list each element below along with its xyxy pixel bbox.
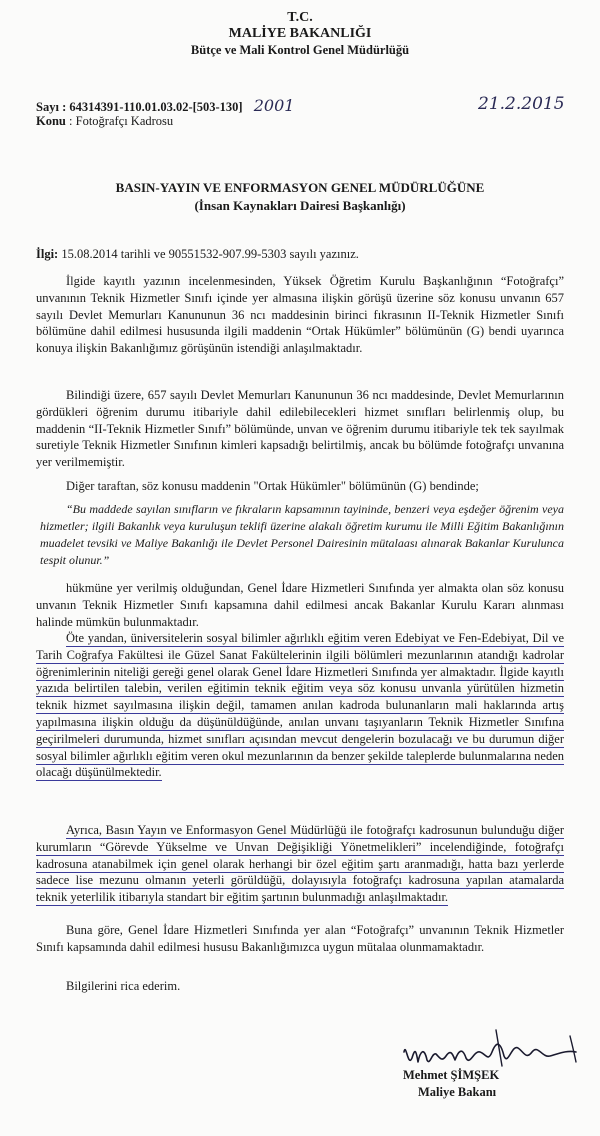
paragraph-5-underlined <box>36 630 564 781</box>
sayi-label: Sayı <box>36 100 59 114</box>
addressee-title: BASIN-YAYIN VE ENFORMASYON GENEL MÜDÜRLÜĞÜNE <box>115 180 485 195</box>
paragraph-3: Diğer taraftan, söz konusu maddenin "Ortak Hükümler" bölümünün (G) bendinde; <box>66 479 479 493</box>
underlined-text: Ayrıca, Basın Yayın ve Enformasyon Genel Müdürlüğü ile fotoğrafçı kadrosunun bulunduğu diğer kurumların “Görevde Yükselme ve Unvan Değişikliği Yönetmelikleri” incelendiğinde, fotoğrafçı kadrosuna atanabilmek için genel olarak herhangi bir özel eğitim şartı aranmadığı, hatta bazı yerlerde sadece lise mezunu olmanın yeterli görüldüğü, dolayısıyla fotoğrafçı kadrosuna yapılan atamalarda teknik yeterlilik itibarıyla standart bir eğitim şartının bulunmadığı anlaşılmaktadır. <box>36 823 564 905</box>
sayi-line <box>36 96 294 115</box>
sayi-value: : 64314391-110.01.03.02-[503-130] <box>62 100 243 114</box>
addressee-department: (İnsan Kaynakları Dairesi Başkanlığı) <box>194 198 406 213</box>
reference-line <box>36 247 359 262</box>
underlined-text: Öte yandan, üniversitelerin sosyal bilimler ağırlıklı eğitim veren Edebiyat ve Fen-Edebiyat, Dil ve Tarih Coğrafya Fakültesi ile Güzel Sanat Fakültelerinin ilgili bölümleri mezunlarının atandığı kadrolar öğrenimlerinin niteliği gereği genel olarak Genel İdare Hizmetleri Sınıfında yer almaktadır. İlgide kayıtlı yazıda belirtilen talebin, verilen eğitimin teknik eğitim veya söz konusu unvanla yürütülen hizmetin teknik hizmet sayılmasına ilişkin değil, tamamen anılan kadroda bulunanların mali haklarında artış yapılmasına ilişkin olduğu da düşünüldüğünde, anılan unvanı taşıyanların Teknik Hizmetler Sınıfına geçirilmeleri durumunda, hizmet sınıfları açısından mevcut dengelerin bozulacağı ve bu durumun diğer sosyal bilimler ağırlıklı eğitim veren okul mezunlarının da benzer şekilde taleplerde bulunmalarına neden olacağı düşünülmektedir. <box>36 631 564 780</box>
handwritten-signature <box>400 1022 590 1074</box>
handwritten-date: 21.2.2015 <box>478 94 565 114</box>
signatory-title: Maliye Bakanı <box>418 1085 497 1099</box>
reference-label: İlgi: <box>36 247 59 261</box>
sayi-handwritten-number: 2001 <box>253 96 295 115</box>
paragraph-6-underlined <box>36 822 564 906</box>
paragraph-8: Bilgilerini rica ederim. <box>66 979 181 993</box>
konu-label: Konu <box>36 114 66 128</box>
reference-text: 15.08.2014 tarihli ve 90551532-907.99-5303 sayılı yazınız. <box>58 247 359 261</box>
paragraph-4: hükmüne yer verilmiş olduğundan, Genel İdare Hizmetleri Sınıfında yer almakta olan söz konusu unvanın Teknik Hizmetler Sınıfı kapsamına dahil edilmesi ancak Bakanlar Kurulu Kararı alınması halinde mümkün bulunmaktadır. <box>36 581 564 629</box>
signatory-name: Mehmet ŞİMŞEK <box>403 1068 500 1082</box>
paragraph-7: Buna göre, Genel İdare Hizmetleri Sınıfında yer alan “Fotoğrafçı” unvanının Teknik Hizmetler Sınıfı kapsamında dahil edilmesi hususu Bakanlığımızca uygun mütalaa olunmamaktadır. <box>36 923 564 954</box>
konu-value: : Fotoğrafçı Kadrosu <box>69 114 174 128</box>
paragraph-1: İlgide kayıtlı yazının incelenmesinden, Yüksek Öğretim Kurulu Başkanlığının “Fotoğrafçı” unvanının Teknik Hizmetler Sınıfı içinde yer almasına ilişkin görüşü üzerine söz konusu unvanın 657 sayılı Devlet Memurları Kanununun 36 ncı maddesinin birinci fıkrasının II-Teknik Hizmetler Sınıfı bölümüne dahil edilmesi hususunda ilgili maddenin “Ortak Hükümler” bölümünün (G) bendi uyarınca konuya ilişkin Bakanlığımız görüşünün istendiği anlaşılmaktadır. <box>36 274 564 356</box>
quoted-provision: “Bu maddede sayılan sınıfların ve fıkraların kapsamının tayininde, benzeri veya eşdeğer öğrenim veya hizmetler; ilgili Bakanlık veya kuruluşun teklifi üzerine alakalı öğretim kurumu ile Milli Eğitim Bakanlığının muadelet tevsiki ve Maliye Bakanlığı ile Devlet Personel Dairesinin mütalaası alınarak Bakanlar Kurulunca tespit olunur.” <box>40 502 564 567</box>
header-ministry: MALİYE BAKANLIĞI <box>228 26 372 41</box>
header-directorate: Bütçe ve Mali Kontrol Genel Müdürlüğü <box>190 43 410 57</box>
header-tc: T.C. <box>287 10 313 25</box>
konu-line <box>36 114 173 129</box>
paragraph-2: Bilindiği üzere, 657 sayılı Devlet Memurları Kanununun 36 ncı maddesinde, Devlet Memurlarının gördükleri öğrenim durumu itibariyle dahil edilebilecekleri hizmet sınıfları belirlenmiş olup, bu maddenin “II-Teknik Hizmetler Sınıfı” bölümünde, unvan ve öğrenim durumu itibariyle tek tek sayılmak suretiyle Teknik Hizmetler Sınıfının kimleri kapsadığı belirtilmiş, ancak bu bölümde fotoğrafçı unvanına yer verilmemiştir. <box>36 388 564 470</box>
